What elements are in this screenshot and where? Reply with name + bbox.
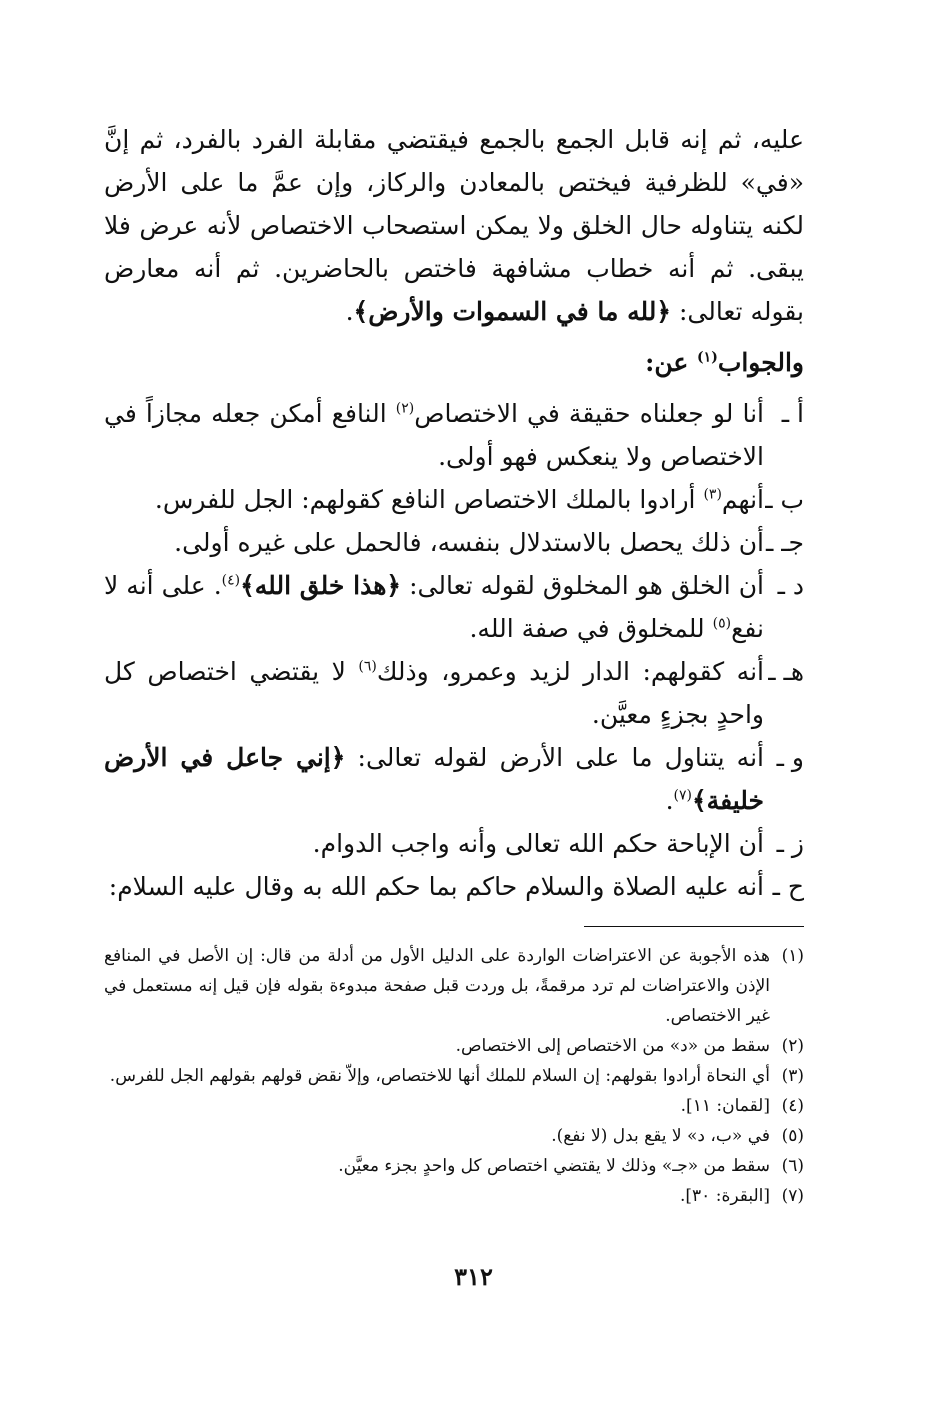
item-text: أنه يتناول ما على الأرض لقوله تعالى: xyxy=(345,743,764,772)
item-text: أن الإباحة حكم الله تعالى وأنه واجب الدوام. xyxy=(312,829,764,858)
item-letter: د ـ xyxy=(777,571,804,600)
footnote-ref: (٢) xyxy=(395,400,415,417)
footnote-text: سقط من «د» من الاختصاص إلى الاختصاص. xyxy=(455,1036,770,1056)
intro-paragraph xyxy=(104,118,804,333)
item-text: أنهم xyxy=(721,485,764,514)
item-letter: ب ـ xyxy=(765,485,804,514)
footnote-number: (٥) xyxy=(781,1126,804,1146)
answer-item xyxy=(104,521,804,564)
answer-heading xyxy=(104,341,804,384)
answer-rest: عن: xyxy=(645,348,698,377)
footnote-number: (٦) xyxy=(781,1156,804,1176)
page-number: ٣١٢ xyxy=(454,1262,493,1291)
item-letter: هـ ـ xyxy=(768,657,804,686)
footnote-ref: (٤) xyxy=(221,572,241,589)
item-text: أنا لو جعلناه حقيقة في الاختصاص xyxy=(414,399,764,428)
footnote xyxy=(104,1151,804,1181)
footnote-number: (٧) xyxy=(781,1186,804,1206)
answer-item xyxy=(104,392,804,478)
item-text: . على أنه لا نفع xyxy=(104,571,764,643)
quran-quote: ﴿لله ما في السموات والأرض﴾ xyxy=(353,297,672,326)
item-text: أنه كقولهم: الدار لزيد وعمرو، وذلك xyxy=(376,657,764,686)
footnote-number: (٣) xyxy=(781,1066,804,1086)
footnote-text: أي النحاة أرادوا بقولهم: إن السلام للملك أنها للاختصاص، وإلاّ نقض قولهم بقولهم الجل للفرس. xyxy=(109,1066,770,1086)
answer-item xyxy=(104,736,804,822)
footnotes xyxy=(104,941,804,1211)
footnote-number: (٢) xyxy=(781,1036,804,1056)
answer-item xyxy=(104,822,804,865)
footnote xyxy=(104,1061,804,1091)
intro-text: عليه، ثم إنه قابل الجمع بالجمع فيقتضي مقابلة الفرد بالفرد، ثم إنَّ «في» للظرفية فيختص بالمعادن والركاز، وإن عمَّ ما على الأرض لكنه يتناوله حال الخلق ولا يمكن استصحاب الاختصاص لأنه عرض فلا يبقى. ثم أنه خطاب مشافهة فاختص بالحاضرين. ثم أنه معارض بقوله تعالى: xyxy=(104,125,804,326)
footnote-ref: (٥) xyxy=(712,615,732,632)
footnote-number: (١) xyxy=(781,946,804,966)
quran-quote: ﴿إني جاعل في الأرض خليفة﴾ xyxy=(104,743,764,815)
answer-word: والجواب xyxy=(717,348,804,377)
answer-item xyxy=(104,865,804,908)
footnote-text: [البقرة: ٣٠]. xyxy=(680,1186,770,1206)
item-text: أرادوا بالملك الاختصاص النافع كقولهم: الجل للفرس. xyxy=(154,485,704,514)
footnote-divider xyxy=(584,926,804,927)
item-letter: جـ ـ xyxy=(765,528,804,557)
intro-end: . xyxy=(345,297,354,326)
footnote xyxy=(104,1031,804,1061)
footnote xyxy=(104,1181,804,1211)
item-text: لا يقتضي اختصاص كل واحدٍ بجزءٍ معيَّن. xyxy=(104,657,764,729)
item-text: للمخلوق في صفة الله. xyxy=(469,614,713,643)
footnote-ref: (١) xyxy=(697,349,718,366)
item-text: أن الخلق هو المخلوق لقوله تعالى: xyxy=(401,571,764,600)
footnote xyxy=(104,941,804,1031)
page-body xyxy=(104,118,804,1211)
item-letter: و ـ xyxy=(776,743,804,772)
answer-item xyxy=(104,564,804,650)
footnote-ref: (٣) xyxy=(703,486,722,503)
item-letter: ح ـ xyxy=(772,872,804,901)
answer-item xyxy=(104,650,804,736)
footnote xyxy=(104,1121,804,1151)
answer-item xyxy=(104,478,804,521)
footnote-text: في «ب، د» لا يقع بدل (لا نفع). xyxy=(551,1126,770,1146)
footnote-number: (٤) xyxy=(781,1096,804,1116)
item-text: النافع أمكن جعله مجازاً في الاختصاص ولا ينعكس فهو أولى. xyxy=(104,399,764,471)
main-text xyxy=(104,118,804,908)
item-text: أنه عليه الصلاة والسلام حاكم بما حكم الله به وقال عليه السلام: xyxy=(108,872,764,901)
footnote-ref: (٧) xyxy=(673,787,693,804)
item-text: أن ذلك يحصل بالاستدلال بنفسه، فالحمل على غيره أولى. xyxy=(174,528,764,557)
footnote-text: سقط من «جـ» وذلك لا يقتضي اختصاص كل واحدٍ بجزء معيَّن. xyxy=(338,1156,770,1176)
footnote xyxy=(104,1091,804,1121)
footnote-ref: (٦) xyxy=(358,658,377,675)
item-text: . xyxy=(665,786,674,815)
item-letter: أ ـ xyxy=(781,399,804,428)
footnote-text: [لقمان: ١١]. xyxy=(680,1096,770,1116)
quran-quote: ﴿هذا خلق الله﴾ xyxy=(240,571,402,600)
footnote-text: هذه الأجوبة عن الاعتراضات الواردة على الدليل الأول من أدلة من قال: إن الأصل في المنافع الإذن والاعتراضات لم ترد مرقمةً، بل وردت قبل صفحة مبدوءة بقوله فإن قيل إنه مستعمل في غير الاختصاص. xyxy=(104,946,770,1026)
item-letter: ز ـ xyxy=(776,829,804,858)
